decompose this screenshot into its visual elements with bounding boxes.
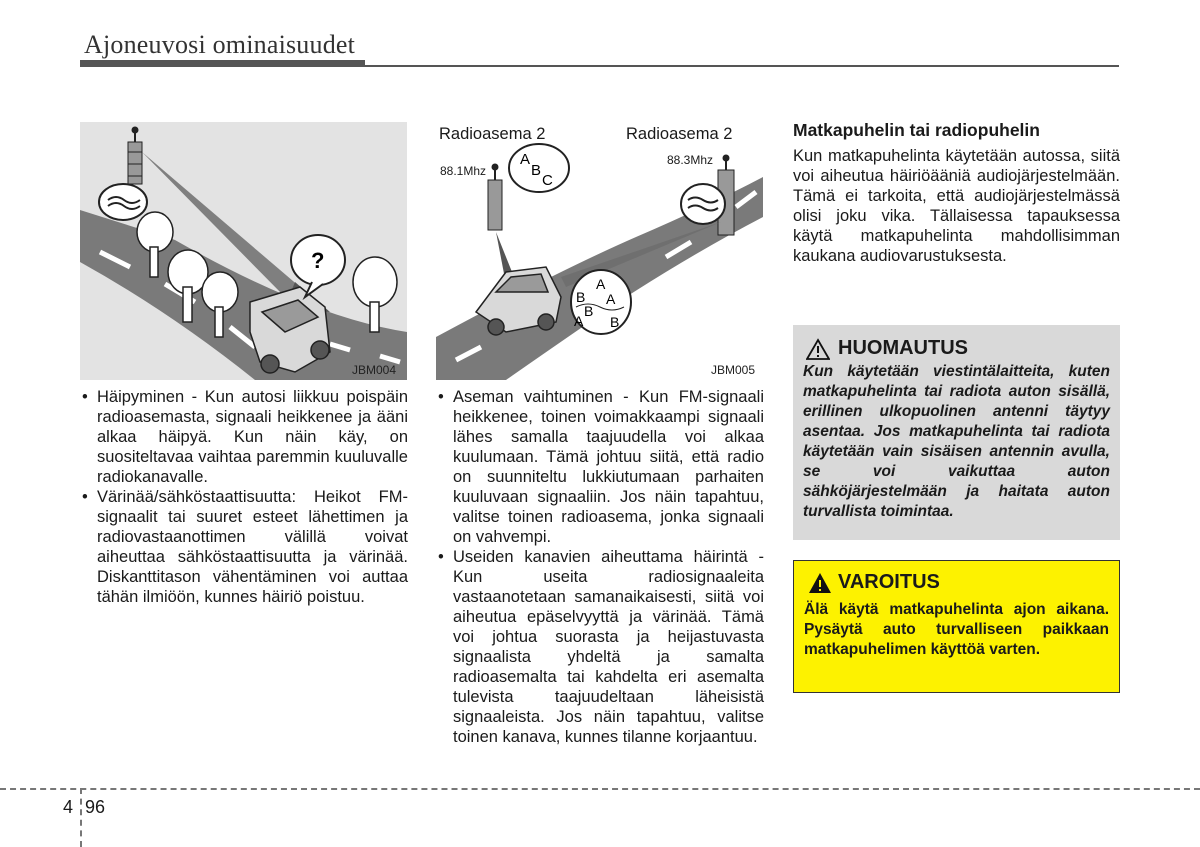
header-rule	[365, 65, 1119, 67]
warning-icon	[808, 572, 832, 594]
warning-title: VAROITUS	[838, 571, 940, 593]
bullet-station-change: • Aseman vaihtuminen - Kun FM-signaali heikkenee, toinen voimakkaampi signaali lähes samalla taajuudella voi alkaa kuulumaan. Tämä johtuu siitä, että radio on suunniteltu lukkiutumaan parhaiten kuuluvaan signaaliin. Jos näin tapahtuu, valitse toinen radioasema, jonka signaali on vahvempi.	[437, 387, 764, 547]
column-1	[81, 387, 408, 607]
car-letter-5: A	[574, 313, 584, 329]
warning-body: Älä käytä matkapuhelinta ajon aikana. Pysäytä auto turvalliseen paikkaan matkapuhelimen käyttöä varten.	[804, 601, 1109, 658]
notice-box	[793, 325, 1120, 540]
car-letter-1: A	[596, 276, 606, 292]
radio-tower-icon	[128, 127, 142, 184]
station-label-right: Radioasema 2	[626, 125, 733, 143]
freq-right: 88.3Mhz	[667, 153, 714, 167]
figure-code-right: JBM005	[711, 363, 756, 377]
page-header-title: Ajoneuvosi ominaisuudet	[84, 30, 356, 59]
car-letter-6: B	[610, 314, 620, 330]
footer-page-number: 96	[85, 797, 106, 817]
fading-illustration	[80, 122, 407, 380]
bubble-letter-a: A	[520, 151, 531, 168]
bullet-fading: • Häipyminen - Kun autosi liikkuu poispäin radioasemasta, signaali heikkenee ja ääni alkaa häipyä. Kun näin käy, on suositeltavaa vaihtaa paremmin kuuluvalle radiokanavalle.	[81, 387, 408, 487]
bubble-letter-b: B	[531, 162, 542, 179]
figure-code-left: JBM004	[352, 363, 397, 377]
section-title: Matkapuhelin tai radiopuhelin	[793, 120, 1040, 140]
section-body: Kun matkapuhelinta käytetään autossa, siitä voi aiheutua häiriöääniä audiojärjestelmään. Tämä ei tarkoita, että audiojärjestelmässä olisi joku vika. Tällaisessa tapauksessa käytä matkapuhelinta mahdollisimman kaukana audiovarustuksesta.	[793, 147, 1120, 265]
station-change-illustration	[436, 122, 763, 380]
car-letter-4: B	[584, 303, 594, 319]
bullet-static: • Värinää/sähköstaattisuutta: Heikot FM-signaalit tai suuret esteet lähettimen ja radiovastaanottimen välillä voivat aiheuttaa sähköstaattisuutta ja värinää. Diskanttitason vähentäminen voi auttaa tähän ilmiöön, kunnes häiriö poistuu.	[81, 487, 408, 607]
bubble-letter-c: C	[542, 172, 553, 189]
car-letter-2: B	[576, 289, 586, 305]
figure-station-change	[436, 122, 763, 380]
car-letter-3: A	[606, 291, 616, 307]
column-2	[437, 387, 764, 747]
station-label-left: Radioasema 2	[439, 125, 546, 143]
warning-box	[793, 560, 1120, 693]
notice-body: Kun käytetään viestintälaitteita, kuten matkapuhelinta tai radiota auton sisällä, erillinen ulkopuolinen antenni täytyy asentaa. Jos matkapuhelinta tai radiota käytetään vain sisäisen antennin avulla, se voi vaikuttaa auton sähköjärjestelmään ja haitata auton turvallista toimintaa.	[803, 363, 1110, 520]
bullet-multipath: • Useiden kanavien aiheuttama häirintä - Kun useita radiosignaaleita vastaanotetaan samanaikaisesti, siitä voi aiheutua epäselvyyttä ja värinää. Tämä voi johtua suorasta ja heijastuvasta signaalista yhdeltä ja samalta radioasemalta tai kahdelta eri asemalta tulevista taajuudeltaan läheisistä signaaleista. Jos näin tapahtuu, valitse toinen kanava, kunnes tilanne korjaantuu.	[437, 547, 764, 747]
notice-title: HUOMAUTUS	[838, 337, 968, 359]
freq-left: 88.1Mhz	[440, 164, 487, 178]
footer-divider	[0, 788, 1200, 790]
footer-section-number: 4	[63, 797, 74, 817]
question-mark: ?	[311, 248, 325, 273]
caution-icon	[806, 338, 830, 360]
header-bar	[80, 60, 365, 67]
footer-vertical-divider	[80, 788, 82, 847]
figure-fading	[80, 122, 407, 380]
